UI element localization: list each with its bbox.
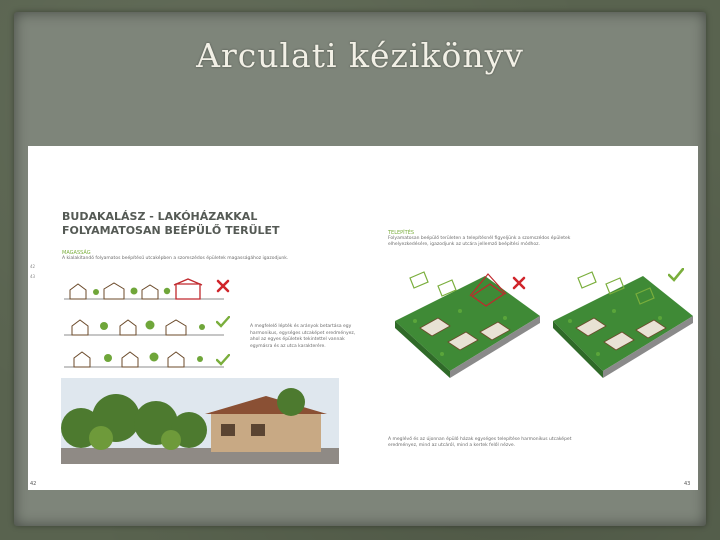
margin-mark: 43 [30,274,36,279]
cross-icon [512,276,526,290]
left-section-label: MAGASSÁG [62,250,91,256]
street-row-1 [64,278,224,300]
right-section-label: TELEPÍTÉS [388,230,415,236]
heading-line-1: BUDAKALÁSZ - LAKÓHÁZAKKAL [62,210,258,223]
slide-image [28,146,698,490]
left-description: A kialakítandó folyamatos beépítésű utcaképben a szomszédos épületek magasságához igazodjunk. [62,256,289,261]
checkmark-icon [216,316,230,328]
right-description: Folyamatosan beépülő területen a telepítésnél figyeljünk a szomszédos épületek elhelyezkedésére, igazodjunk az utcára jellemző beépítési módhoz. [388,236,571,247]
page-number-right: 43 [684,481,691,487]
bottom-description: A meglévő és az újonnan épülő házak egységes telepítése harmonikus utcaképet eredményez, mind az utcáról, mind a kertek felől nézve. [388,437,572,448]
checkmark-icon [216,354,230,366]
slide-heading [62,210,322,238]
street-photo [61,378,339,464]
margin-mark: 42 [30,264,36,269]
siting-illustration-correct [548,266,698,386]
street-row-2 [64,314,224,336]
cross-icon [216,279,230,293]
page-title: Arculati kézikönyv [196,36,524,75]
middle-description: A megfelelő lépték és arányok betartása egy harmonikus, egységes utcaképet eredményez, ahol az egyes épületek tekintettel vannak egymásra és az utca karakterére. [250,324,356,349]
heading-line-2: FOLYAMATOSAN BEÉPÜLŐ TERÜLET [62,224,280,237]
page-number-left: 42 [30,481,37,487]
street-row-3 [64,346,224,368]
checkmark-icon [668,268,684,282]
